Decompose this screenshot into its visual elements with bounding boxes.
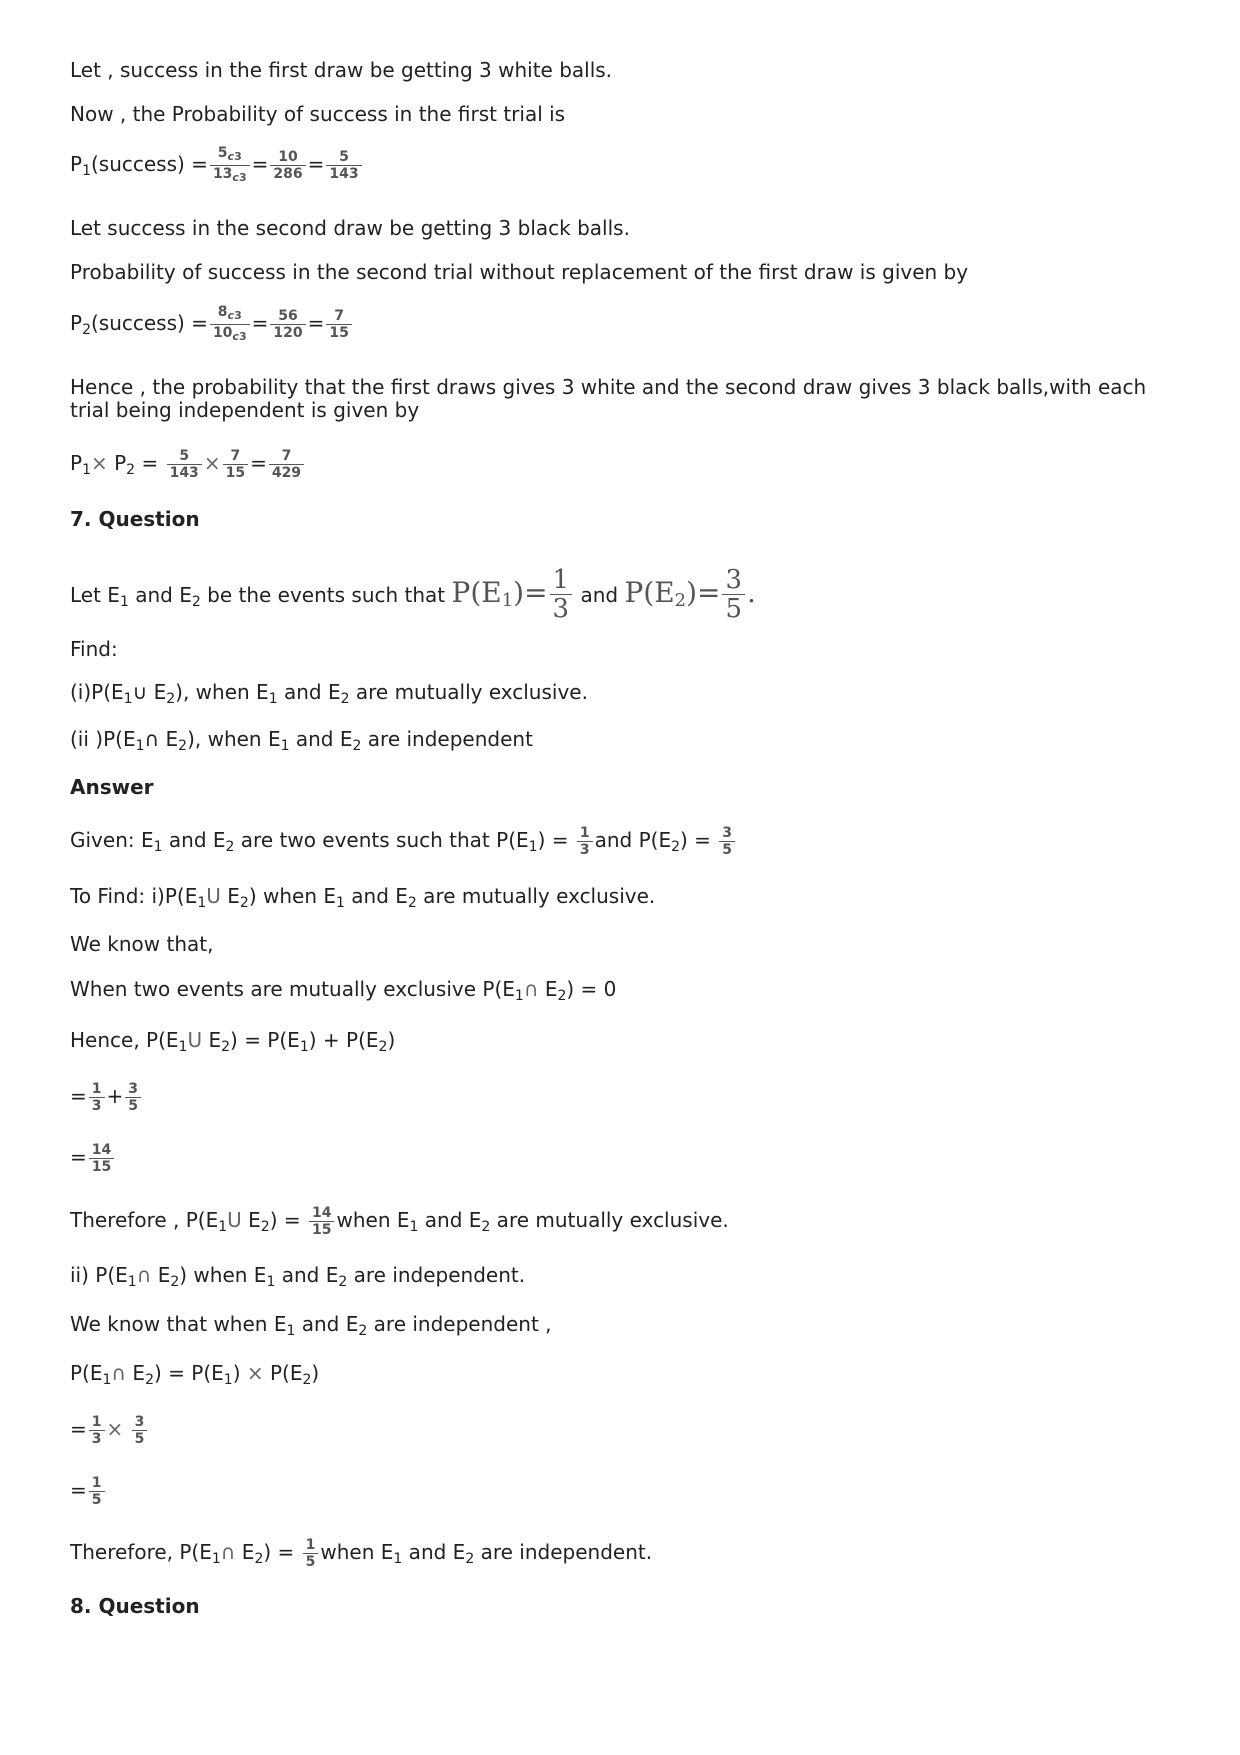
fraction: $\frac{10}{286}$ <box>270 149 305 182</box>
fraction: $\frac{1}{3}$ <box>89 1081 105 1114</box>
question-heading: 7. Question <box>70 507 200 531</box>
p1-equation: $P_1(success)$ = $\frac{5_{c3}}{13_{c3}}$ = $\frac{10}{286}$ = $\frac{5}{143}$ <box>70 145 364 186</box>
equation-step: = $\frac{14}{15}$ <box>70 1142 116 1175</box>
text-line: Let success in the second draw be getting 3 black balls. <box>70 216 630 240</box>
fraction: $\frac{3}{5}$ <box>125 1081 141 1114</box>
fraction: $\frac{8_{c3}}{10_{c3}}$ <box>210 304 250 345</box>
text-line: To Find: $i)P(E_1U$ $E_2$) when $E_1$ and $E_2$ are mutually exclusive. <box>70 884 656 911</box>
fraction: $\frac{7}{15}$ <box>326 308 351 341</box>
text-paragraph: Hence , the probability that the first draws gives 3 white and the second draw gives 3 black balls,with each trial being independent is given by <box>70 375 1147 422</box>
text-line: We know that, <box>70 932 214 956</box>
given-line: Given: $E_1$ and $E_2$ are two events such that $P(E_1)$ = $\frac{1}{3}$ and $P(E_2)$ = $\frac{3}{5}$ <box>70 825 737 858</box>
text-line: Probability of success in the second trial without replacement of the first draw is given by <box>70 260 969 284</box>
equation-step: = $\frac{1}{3}$ × $\frac{3}{5}$ <box>70 1414 149 1447</box>
answer-heading: Answer <box>70 775 154 799</box>
fraction: $\frac{3}{5}$ <box>719 825 735 858</box>
fraction: $\frac{14}{15}$ <box>89 1142 114 1175</box>
text-line: Hence, $P(E_1U$ $E_2) = P(E_1) + P(E_2)$ <box>70 1028 396 1055</box>
fraction: $\frac{3}{5}$ <box>132 1414 148 1447</box>
sub-question: (ii )$P(E_1\cap$ $E_2$), when $E_1$ and $E_2$ are independent <box>70 727 533 754</box>
product-equation: $P_1\times P_2$ = $\frac{5}{143}$ × $\frac{7}{15}$ = $\frac{7}{429}$ <box>70 448 306 481</box>
p2-equation: $P_2(success)$ = $\frac{8_{c3}}{10_{c3}}$ = $\frac{56}{120}$ = $\frac{7}{15}$ <box>70 304 354 345</box>
text-line: ii) $P(E_1\cap$ $E_2$) when $E_1$ and $E_2$ are independent. <box>70 1263 526 1290</box>
result-line: Therefore , $P(E_1U$ $E_2$) = $\frac{14}{15}$ when $E_1$ and $E_2$ are mutually exclusive. <box>70 1205 729 1238</box>
text-line: When two events are mutually exclusive $P(E_1\cap$ $E_2) = 0$ <box>70 977 617 1004</box>
fraction: $\frac{7}{15}$ <box>223 448 248 481</box>
sub-question: $(i)P(E_1\cup$ $E_2$), when $E_1$ and $E_2$ are mutually exclusive. <box>70 680 588 707</box>
fraction: $\frac{1}{5}$ <box>89 1475 105 1508</box>
fraction: $\frac{56}{120}$ <box>270 308 305 341</box>
text-line: Let , success in the first draw be getting 3 white balls. <box>70 58 613 82</box>
equation-step: = $\frac{1}{3}$ + $\frac{3}{5}$ <box>70 1081 143 1114</box>
fraction: $\frac{7}{429}$ <box>269 448 304 481</box>
text-line: $P(E_1\cap$ $E_2) = P(E_1) \times P(E_2)$ <box>70 1361 320 1388</box>
fraction: $\frac{5}{143}$ <box>167 448 202 481</box>
question-heading: 8. Question <box>70 1594 200 1618</box>
text-line: Now , the Probability of success in the first trial is <box>70 102 566 126</box>
fraction: $\frac{1}{3}$ <box>577 825 593 858</box>
equation-step: = $\frac{1}{5}$ <box>70 1475 107 1508</box>
fraction: $\frac{1}{5}$ <box>303 1537 319 1570</box>
fraction: $\frac{5_{c3}}{13_{c3}}$ <box>210 145 250 186</box>
fraction: $\frac{14}{15}$ <box>309 1205 334 1238</box>
result-line: Therefore, $P(E_1\cap$ $E_2$) = $\frac{1}{5}$ when $E_1$ and $E_2$ are independent. <box>70 1537 653 1570</box>
text-line: We know that when $E_1$ and $E_2$ are independent , <box>70 1312 552 1339</box>
text-line: Find: <box>70 637 118 661</box>
question-text: Let $E_1$ and $E_2$ be the events such that $P(E_1)=$ $\frac{1}{3}$ and $P(E_2)=$ $\frac{3}{5}$ . <box>70 565 756 624</box>
fraction: $\frac{5}{143}$ <box>326 149 361 182</box>
fraction: $\frac{1}{3}$ <box>89 1414 105 1447</box>
